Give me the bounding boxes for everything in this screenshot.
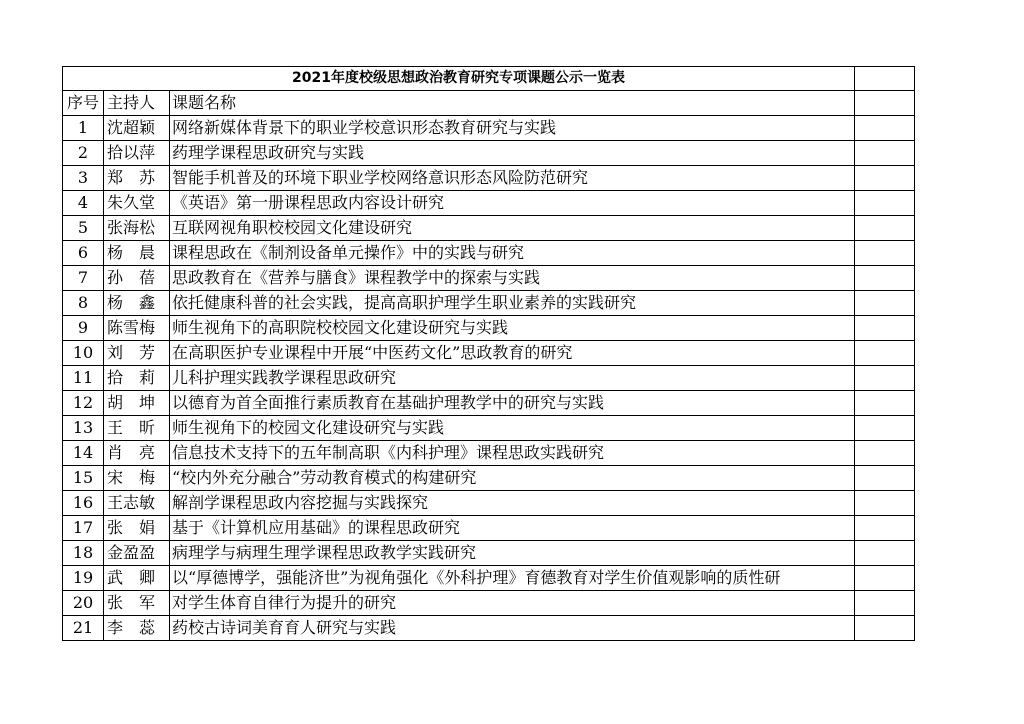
blank-cell bbox=[855, 591, 915, 616]
row-number: 20 bbox=[63, 591, 104, 616]
row-topic: 儿科护理实践教学课程思政研究 bbox=[170, 366, 855, 391]
row-host: 拾 莉 bbox=[104, 366, 170, 391]
table-row bbox=[63, 141, 915, 166]
row-host: 张 娟 bbox=[104, 516, 170, 541]
blank-cell bbox=[855, 466, 915, 491]
table-title: 2021年度校级思想政治教育研究专项课题公示一览表 bbox=[63, 67, 855, 91]
header-topic: 课题名称 bbox=[170, 91, 855, 116]
table-row bbox=[63, 466, 915, 491]
row-topic: 思政教育在《营养与膳食》课程教学中的探索与实践 bbox=[170, 266, 855, 291]
blank-cell bbox=[855, 391, 915, 416]
table-row bbox=[63, 191, 915, 216]
row-number: 13 bbox=[63, 416, 104, 441]
row-topic: 以“厚德博学，强能济世”为视角强化《外科护理》育德教育对学生价值观影响的质性研 bbox=[170, 566, 855, 591]
table-row bbox=[63, 566, 915, 591]
blank-cell bbox=[855, 216, 915, 241]
row-number: 9 bbox=[63, 316, 104, 341]
table-row bbox=[63, 391, 915, 416]
blank-cell bbox=[855, 416, 915, 441]
row-host: 张海松 bbox=[104, 216, 170, 241]
blank-cell bbox=[855, 116, 915, 141]
row-number: 10 bbox=[63, 341, 104, 366]
row-number: 16 bbox=[63, 491, 104, 516]
table-row bbox=[63, 616, 915, 641]
blank-cell bbox=[855, 516, 915, 541]
row-topic: 师生视角下的高职院校校园文化建设研究与实践 bbox=[170, 316, 855, 341]
header-row bbox=[63, 91, 915, 116]
table-row bbox=[63, 266, 915, 291]
row-number: 4 bbox=[63, 191, 104, 216]
row-host: 郑 苏 bbox=[104, 166, 170, 191]
row-number: 6 bbox=[63, 241, 104, 266]
row-topic: 以德育为首全面推行素质教育在基础护理教学中的研究与实践 bbox=[170, 391, 855, 416]
row-host: 王志敏 bbox=[104, 491, 170, 516]
row-number: 14 bbox=[63, 441, 104, 466]
row-number: 2 bbox=[63, 141, 104, 166]
table-row bbox=[63, 166, 915, 191]
table-row bbox=[63, 116, 915, 141]
row-host: 宋 梅 bbox=[104, 466, 170, 491]
blank-cell bbox=[855, 366, 915, 391]
header-no: 序号 bbox=[63, 91, 104, 116]
row-topic: 课程思政在《制剂设备单元操作》中的实践与研究 bbox=[170, 241, 855, 266]
table-row bbox=[63, 441, 915, 466]
row-topic: 师生视角下的校园文化建设研究与实践 bbox=[170, 416, 855, 441]
row-topic: 药理学课程思政研究与实践 bbox=[170, 141, 855, 166]
row-host: 张 军 bbox=[104, 591, 170, 616]
row-topic: 网络新媒体背景下的职业学校意识形态教育研究与实践 bbox=[170, 116, 855, 141]
blank-cell bbox=[855, 241, 915, 266]
row-host: 李 蕊 bbox=[104, 616, 170, 641]
row-host: 杨 晨 bbox=[104, 241, 170, 266]
row-topic: 解剖学课程思政内容挖掘与实践探究 bbox=[170, 491, 855, 516]
row-topic: 互联网视角职校校园文化建设研究 bbox=[170, 216, 855, 241]
row-host: 拾以萍 bbox=[104, 141, 170, 166]
row-host: 朱久堂 bbox=[104, 191, 170, 216]
row-number: 1 bbox=[63, 116, 104, 141]
table-row bbox=[63, 491, 915, 516]
row-host: 杨 鑫 bbox=[104, 291, 170, 316]
row-host: 孙 蓓 bbox=[104, 266, 170, 291]
blank-cell bbox=[855, 141, 915, 166]
row-topic: 信息技术支持下的五年制高职《内科护理》课程思政实践研究 bbox=[170, 441, 855, 466]
blank-cell bbox=[855, 166, 915, 191]
blank-cell bbox=[855, 67, 915, 91]
row-topic: “校内外充分融合”劳动教育模式的构建研究 bbox=[170, 466, 855, 491]
blank-cell bbox=[855, 266, 915, 291]
header-host: 主持人 bbox=[104, 91, 170, 116]
row-topic: 依托健康科普的社会实践，提高高职护理学生职业素养的实践研究 bbox=[170, 291, 855, 316]
blank-cell bbox=[855, 566, 915, 591]
table-row bbox=[63, 366, 915, 391]
row-number: 7 bbox=[63, 266, 104, 291]
row-number: 19 bbox=[63, 566, 104, 591]
blank-cell bbox=[855, 441, 915, 466]
row-topic: 对学生体育自律行为提升的研究 bbox=[170, 591, 855, 616]
table-row bbox=[63, 591, 915, 616]
row-number: 15 bbox=[63, 466, 104, 491]
table-row bbox=[63, 316, 915, 341]
row-number: 21 bbox=[63, 616, 104, 641]
table-row bbox=[63, 416, 915, 441]
row-number: 11 bbox=[63, 366, 104, 391]
row-topic: 在高职医护专业课程中开展“中医药文化”思政教育的研究 bbox=[170, 341, 855, 366]
table-row bbox=[63, 241, 915, 266]
table-row bbox=[63, 216, 915, 241]
title-row bbox=[63, 67, 915, 91]
row-host: 刘 芳 bbox=[104, 341, 170, 366]
row-topic: 智能手机普及的环境下职业学校网络意识形态风险防范研究 bbox=[170, 166, 855, 191]
row-number: 3 bbox=[63, 166, 104, 191]
table-row bbox=[63, 341, 915, 366]
row-number: 18 bbox=[63, 541, 104, 566]
blank-cell bbox=[855, 616, 915, 641]
table-row bbox=[63, 291, 915, 316]
blank-cell bbox=[855, 541, 915, 566]
row-host: 武 卿 bbox=[104, 566, 170, 591]
spreadsheet bbox=[62, 66, 914, 641]
row-number: 17 bbox=[63, 516, 104, 541]
row-topic: 药校古诗词美育育人研究与实践 bbox=[170, 616, 855, 641]
blank-cell bbox=[855, 191, 915, 216]
row-topic: 基于《计算机应用基础》的课程思政研究 bbox=[170, 516, 855, 541]
row-number: 12 bbox=[63, 391, 104, 416]
table-row bbox=[63, 516, 915, 541]
row-host: 陈雪梅 bbox=[104, 316, 170, 341]
blank-cell bbox=[855, 291, 915, 316]
row-host: 金盈盈 bbox=[104, 541, 170, 566]
row-topic: 《英语》第一册课程思政内容设计研究 bbox=[170, 191, 855, 216]
row-host: 肖 亮 bbox=[104, 441, 170, 466]
blank-cell bbox=[855, 91, 915, 116]
row-topic: 病理学与病理生理学课程思政教学实践研究 bbox=[170, 541, 855, 566]
row-host: 胡 坤 bbox=[104, 391, 170, 416]
row-number: 8 bbox=[63, 291, 104, 316]
blank-cell bbox=[855, 341, 915, 366]
table-row bbox=[63, 541, 915, 566]
row-number: 5 bbox=[63, 216, 104, 241]
blank-cell bbox=[855, 316, 915, 341]
blank-cell bbox=[855, 491, 915, 516]
topic-table bbox=[62, 66, 915, 641]
row-host: 沈超颖 bbox=[104, 116, 170, 141]
row-host: 王 昕 bbox=[104, 416, 170, 441]
